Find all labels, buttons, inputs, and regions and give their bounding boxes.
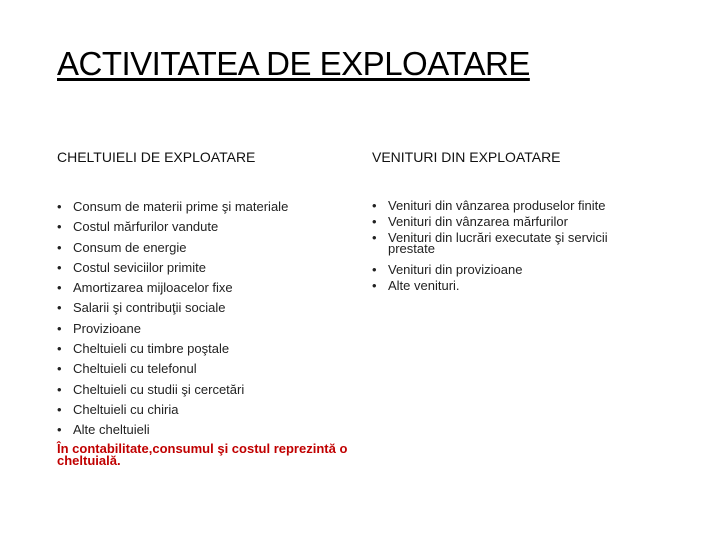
- revenues-column: [372, 148, 657, 296]
- list-item-text: Amortizarea mijloacelor fixe: [73, 280, 233, 296]
- bullet-icon: •: [57, 300, 62, 316]
- list-item-text: Venituri din vânzarea mărfurilor: [388, 214, 568, 229]
- slide-title: ACTIVITATEA DE EXPLOATARE: [57, 45, 530, 82]
- accounting-note: În contabilitate,consumul şi costul reprezintă o cheltuială.: [57, 440, 348, 468]
- list-item: [57, 322, 347, 336]
- bullet-icon: •: [372, 198, 377, 213]
- bullet-icon: •: [57, 239, 62, 255]
- expenses-column: [57, 148, 347, 467]
- list-item: [57, 301, 347, 315]
- list-item: [57, 220, 347, 234]
- list-item-text: Costul mărfurilor vandute: [73, 219, 219, 235]
- bullet-icon: •: [57, 280, 62, 296]
- list-item-text: Costul seviciilor primite: [73, 259, 206, 275]
- list-item: [57, 403, 347, 417]
- list-item-text: Venituri din vânzarea produselor finite: [388, 198, 606, 213]
- list-item-text: Consum de energie: [73, 239, 187, 255]
- list-item: [372, 232, 657, 254]
- list-item-text: Venituri din lucrări executate şi servicii prestate: [388, 230, 608, 256]
- list-item-text: Alte cheltuieli: [73, 422, 150, 438]
- list-item-text: Consum de materii prime şi materiale: [73, 199, 289, 214]
- list-item: [57, 241, 347, 255]
- list-item: [57, 423, 347, 437]
- list-item: [57, 261, 347, 275]
- list-item: [57, 362, 347, 376]
- list-item: [372, 216, 657, 227]
- revenues-heading: VENITURI DIN EXPLOATARE: [372, 149, 561, 165]
- bullet-icon: •: [372, 278, 377, 293]
- list-item: [372, 200, 657, 211]
- bullet-icon: •: [372, 262, 377, 277]
- bullet-icon: •: [57, 422, 62, 438]
- list-item-text: Provizioane: [73, 320, 141, 336]
- list-item-text: Cheltuieli cu studii şi cercetări: [73, 381, 245, 397]
- list-item-text: Salarii şi contribuţii sociale: [73, 300, 226, 316]
- revenues-list: [372, 200, 657, 291]
- bullet-icon: •: [57, 320, 62, 336]
- list-item: [372, 280, 657, 291]
- list-item-text: Cheltuieli cu telefonul: [73, 361, 197, 377]
- list-item-text: Cheltuieli cu chiria: [73, 401, 179, 417]
- bullet-icon: •: [57, 199, 62, 214]
- bullet-icon: •: [372, 214, 377, 229]
- list-item: [57, 200, 347, 214]
- list-item: [57, 281, 347, 295]
- list-item-text: Alte venituri.: [388, 278, 460, 293]
- list-item: [372, 264, 657, 275]
- bullet-icon: •: [57, 361, 62, 377]
- list-item: [57, 383, 347, 397]
- bullet-icon: •: [57, 219, 62, 235]
- list-item: [57, 342, 347, 356]
- list-item-text: Venituri din provizioane: [388, 262, 523, 277]
- expenses-heading: CHELTUIELI DE EXPLOATARE: [57, 149, 256, 165]
- bullet-icon: •: [372, 230, 377, 245]
- bullet-icon: •: [57, 401, 62, 417]
- bullet-icon: •: [57, 259, 62, 275]
- bullet-icon: •: [57, 341, 62, 357]
- bullet-icon: •: [57, 381, 62, 397]
- expenses-list: [57, 200, 347, 437]
- list-item-text: Cheltuieli cu timbre poştale: [73, 341, 230, 357]
